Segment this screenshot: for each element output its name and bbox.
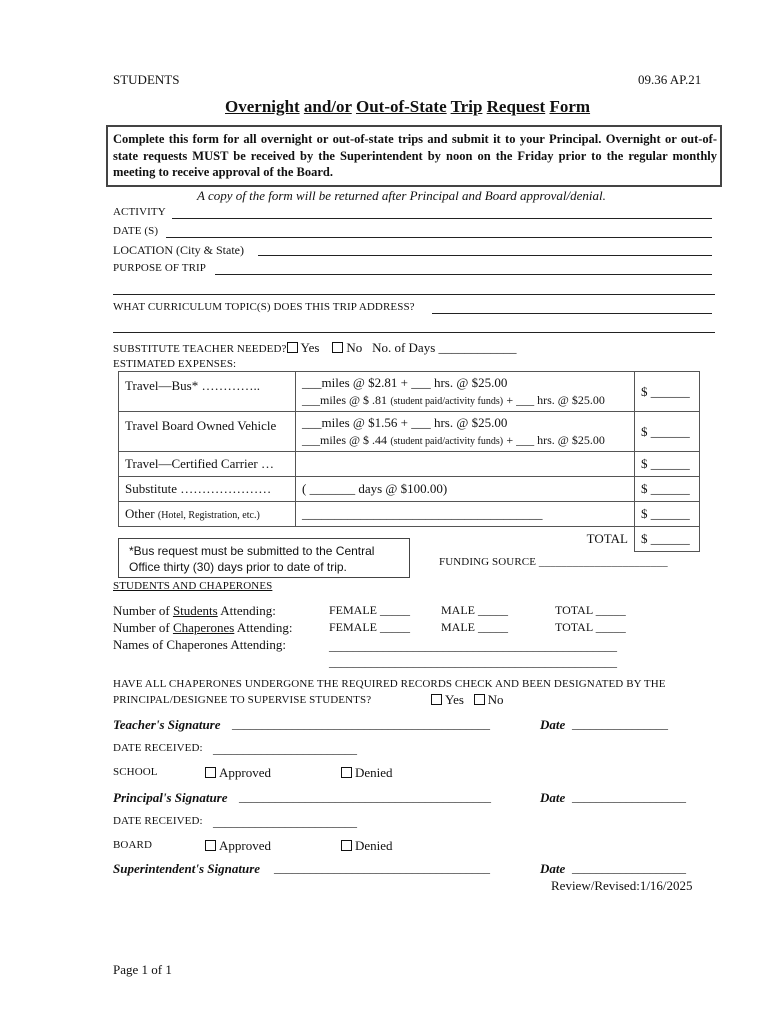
activity-field[interactable] bbox=[172, 206, 712, 219]
curriculum-label: WHAT CURRICULUM TOPIC(S) DOES THIS TRIP ADDRESS? bbox=[113, 301, 415, 313]
table-row bbox=[119, 452, 700, 477]
school-denied: Denied bbox=[341, 765, 393, 781]
bus-request-note: *Bus request must be submitted to the Central Office thirty (30) days prior to date of trip. bbox=[118, 538, 410, 578]
carrier-amount[interactable]: $ ______ bbox=[635, 452, 700, 477]
section-label: STUDENTS bbox=[113, 72, 180, 87]
school-approved-checkbox[interactable] bbox=[205, 767, 216, 778]
page-number: Page 1 of 1 bbox=[113, 962, 172, 977]
location-field[interactable] bbox=[258, 243, 712, 256]
superintendent-signature-label: Superintendent's Signature bbox=[113, 861, 261, 876]
substitute-yes-checkbox[interactable] bbox=[287, 342, 298, 353]
teacher-signature-label: Teacher's Signature bbox=[113, 717, 221, 732]
table-row bbox=[119, 477, 700, 502]
chaperone-names-label: Names of Chaperones Attending: bbox=[113, 637, 286, 652]
superintendent-date-label: Date bbox=[540, 861, 566, 876]
chaperone-question: HAVE ALL CHAPERONES UNDERGONE THE REQUIRED RECORDS CHECK AND BEEN DESIGNATED BY THE bbox=[113, 678, 666, 690]
board-approved: Approved bbox=[205, 838, 271, 854]
chaperones-attending-label: Number of Chaperones Attending: bbox=[113, 620, 293, 635]
chaperones-female[interactable]: FEMALE _____ bbox=[329, 620, 410, 634]
principal-signature-field[interactable]: __________________________________________ bbox=[239, 790, 491, 804]
table-row: Travel—Bus* ………….. ___miles @ $2.81 + ___ hrs. @ $25.00 ___miles @ $ .81 (student paid/activity funds) + ___ hrs. @ $25.00 $ ______ bbox=[119, 372, 700, 412]
chaperone-question-2: PRINCIPAL/DESIGNEE TO SUPERVISE STUDENTS? bbox=[113, 694, 372, 706]
bus-amount[interactable]: $ ______ bbox=[635, 372, 700, 412]
board-denied-checkbox[interactable] bbox=[341, 840, 352, 851]
policy-code: 09.36 AP.21 bbox=[638, 72, 702, 87]
principal-signature-label: Principal's Signature bbox=[113, 790, 228, 805]
curriculum-field[interactable] bbox=[432, 301, 712, 314]
other-amount[interactable]: $ ______ bbox=[635, 502, 700, 527]
vehicle-line-1: ___miles @ $1.56 + ___ hrs. @ $25.00 bbox=[302, 414, 508, 430]
chaperones-male[interactable]: MALE _____ bbox=[441, 620, 508, 634]
vehicle-amount[interactable]: $ ______ bbox=[635, 412, 700, 452]
teacher-date-label: Date bbox=[540, 717, 566, 732]
board-date-received-label: DATE RECEIVED: bbox=[113, 815, 203, 827]
students-attending-label: Number of Students Attending: bbox=[113, 603, 276, 618]
table-row: Other (Hotel, Registration, etc.) _____________________________________ $ ______ bbox=[119, 502, 700, 527]
date-received-label: DATE RECEIVED: bbox=[113, 742, 203, 754]
teacher-signature-field[interactable]: ___________________________________________ bbox=[232, 717, 490, 731]
chaperone-no-checkbox[interactable] bbox=[474, 694, 485, 705]
total-label: TOTAL bbox=[296, 527, 635, 552]
carrier-label: Travel—Certified Carrier … bbox=[119, 452, 296, 477]
purpose-label: PURPOSE OF TRIP bbox=[113, 262, 206, 274]
superintendent-signature-field[interactable]: ____________________________________ bbox=[274, 861, 490, 875]
substitute-amount[interactable]: $ ______ bbox=[635, 477, 700, 502]
other-field[interactable]: _____________________________________ bbox=[296, 502, 635, 527]
instructions-text: Complete this form for all overnight or out-of-state trips and submit it to your Principal. Overnight or out-of-state requests MUST be received by the Superintendent by noon on the Friday prior to the regular monthly meeting to receive approval of the Board. bbox=[113, 132, 717, 179]
substitute-calc: ( _______ days @ $100.00) bbox=[296, 477, 635, 502]
estimated-label: ESTIMATED EXPENSES: bbox=[113, 358, 237, 370]
school-label: SCHOOL bbox=[113, 766, 158, 778]
chaperone-names-field[interactable]: ________________________________________________ bbox=[329, 639, 617, 653]
vehicle-label: Travel Board Owned Vehicle bbox=[119, 412, 296, 452]
substitute-expense-label: Substitute ………………… bbox=[119, 477, 296, 502]
copy-note: A copy of the form will be returned after Principal and Board approval/denial. bbox=[197, 188, 606, 203]
students-female[interactable]: FEMALE _____ bbox=[329, 603, 410, 617]
bus-line-1: ___miles @ $2.81 + ___ hrs. @ $25.00 bbox=[302, 374, 508, 390]
principal-date-label: Date bbox=[540, 790, 566, 805]
board-denied: Denied bbox=[341, 838, 393, 854]
dates-label: DATE (S) bbox=[113, 225, 159, 237]
chaperone-answer: Yes No bbox=[431, 692, 504, 708]
purpose-field[interactable] bbox=[215, 262, 712, 275]
bus-label: Travel—Bus* ………….. bbox=[119, 372, 296, 412]
location-label: LOCATION (City & State) bbox=[113, 243, 244, 257]
chaperone-names-field-2[interactable]: ________________________________________________ bbox=[329, 655, 617, 669]
purpose-field-2[interactable] bbox=[113, 282, 715, 295]
total-amount[interactable]: $ ______ bbox=[635, 527, 700, 552]
students-male[interactable]: MALE _____ bbox=[441, 603, 508, 617]
page-title: Overnight and/or Out-of-State Trip Request Form bbox=[225, 97, 591, 116]
activity-label: ACTIVITY bbox=[113, 206, 166, 218]
teacher-date-field[interactable]: ________________ bbox=[572, 717, 668, 731]
table-row: Travel Board Owned Vehicle ___miles @ $1.56 + ___ hrs. @ $25.00 ___miles @ $ .44 (student paid/activity funds) + ___ hrs. @ $25.00 $ ______ bbox=[119, 412, 700, 452]
revised-date: Review/Revised:1/16/2025 bbox=[551, 878, 693, 893]
substitute-row: SUBSTITUTE TEACHER NEEDED? Yes No No. of Days ____________ bbox=[113, 340, 517, 355]
board-approved-checkbox[interactable] bbox=[205, 840, 216, 851]
expenses-table bbox=[118, 371, 700, 552]
chaperone-yes-checkbox[interactable] bbox=[431, 694, 442, 705]
curriculum-field-2[interactable] bbox=[113, 320, 715, 333]
students-heading: STUDENTS AND CHAPERONES bbox=[113, 580, 273, 592]
school-denied-checkbox[interactable] bbox=[341, 767, 352, 778]
principal-date-field[interactable]: ___________________ bbox=[572, 790, 686, 804]
funding-source: FUNDING SOURCE _______________________ bbox=[439, 556, 668, 568]
dates-field[interactable] bbox=[166, 225, 712, 238]
superintendent-date-field[interactable]: ___________________ bbox=[572, 861, 686, 875]
date-received-field[interactable]: ________________________ bbox=[213, 742, 357, 756]
other-label: Other bbox=[125, 506, 155, 521]
students-total[interactable]: TOTAL _____ bbox=[555, 603, 626, 617]
board-label: BOARD bbox=[113, 839, 153, 851]
school-approved: Approved bbox=[205, 765, 271, 781]
chaperones-total[interactable]: TOTAL _____ bbox=[555, 620, 626, 634]
board-date-received-field[interactable]: ________________________ bbox=[213, 815, 357, 829]
substitute-no-checkbox[interactable] bbox=[332, 342, 343, 353]
